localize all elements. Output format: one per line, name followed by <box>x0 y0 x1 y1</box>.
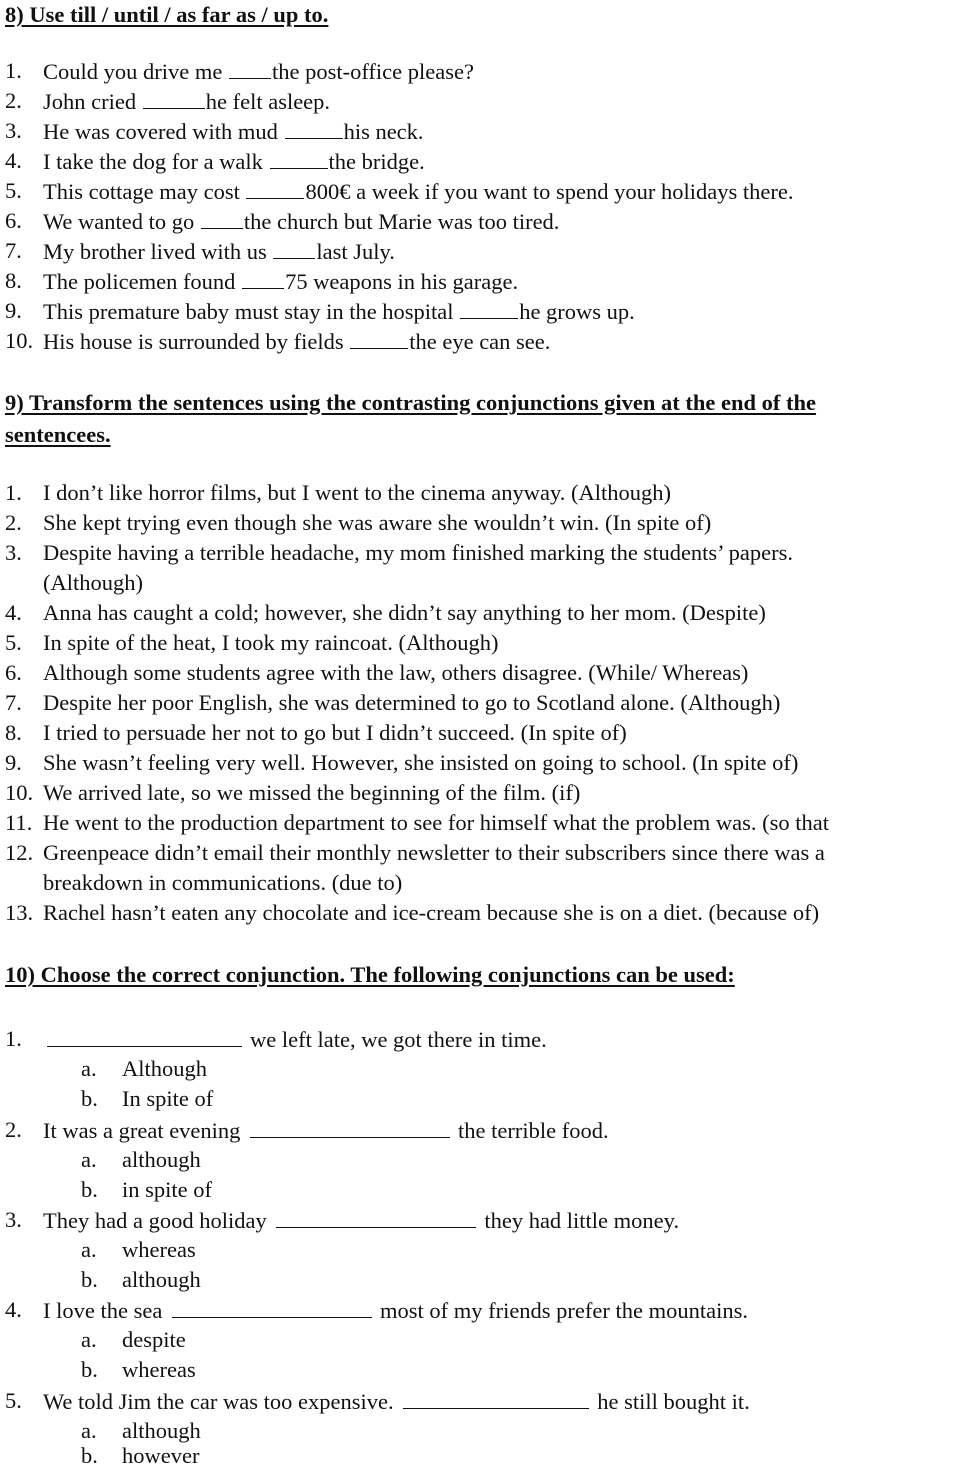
item-text-before: The policemen found <box>43 269 242 294</box>
item-text-after: 800€ a week if you want to spend your holidays there. <box>305 179 794 204</box>
answer-blank[interactable] <box>229 56 271 79</box>
item-number: 9. <box>5 298 22 323</box>
item-number: 3. <box>5 1207 22 1232</box>
question-text-after: we left late, we got there in time. <box>250 1027 547 1052</box>
item-text-before: John cried <box>43 89 142 114</box>
item-number: 5. <box>5 1388 22 1413</box>
option-text: although <box>122 1418 201 1443</box>
item-text: breakdown in communications. (due to) <box>43 870 403 895</box>
item-text-after: 75 weapons in his garage. <box>285 269 519 294</box>
item-text: Anna has caught a cold; however, she didn’t say anything to her mom. (Despite) <box>43 600 766 625</box>
option-letter: a. <box>81 1056 97 1081</box>
answer-blank[interactable] <box>270 146 328 169</box>
item-text-after: his neck. <box>343 119 424 144</box>
item-number: 4. <box>5 1297 22 1322</box>
option-text: despite <box>122 1327 186 1352</box>
item-text-after: the eye can see. <box>409 329 551 354</box>
option-text: whereas <box>122 1237 196 1262</box>
item-number: 7. <box>5 690 22 715</box>
item-text: In spite of the heat, I took my raincoat. (Although) <box>43 630 499 655</box>
item-text: He went to the production department to see for himself what the problem was. (so that <box>43 810 830 835</box>
item-text: I don’t like horror films, but I went to the cinema anyway. (Although) <box>43 480 671 505</box>
option-text: in spite of <box>122 1177 212 1202</box>
item-text-before: I take the dog for a walk <box>43 149 269 174</box>
item-number: 4. <box>5 148 22 173</box>
section-9-heading: 9) Transform the sentences using the contrasting conjunctions given at the end of the <box>5 390 817 415</box>
item-text-before: Could you drive me <box>43 59 228 84</box>
answer-blank[interactable] <box>250 1115 450 1138</box>
section-8-heading: 8) Use till / until / as far as / up to. <box>5 2 329 27</box>
answer-blank[interactable] <box>276 1205 476 1228</box>
section-10-heading: 10) Choose the correct conjunction. The following conjunctions can be used: <box>5 962 735 987</box>
question-text-after: they had little money. <box>484 1208 680 1233</box>
item-text: Although some students agree with the law, others disagree. (While/ Whereas) <box>43 660 749 685</box>
item-text-after: last July. <box>316 239 395 264</box>
item-text: I tried to persuade her not to go but I didn’t succeed. (In spite of) <box>43 720 627 745</box>
answer-blank[interactable] <box>242 266 284 289</box>
question-text-after: he still bought it. <box>597 1389 750 1414</box>
answer-blank[interactable] <box>47 1024 242 1047</box>
item-text: She kept trying even though she was aware she wouldn’t win. (In spite of) <box>43 510 712 535</box>
option-letter: a. <box>81 1237 97 1262</box>
item-text-before: We wanted to go <box>43 209 200 234</box>
item-text: Despite having a terrible headache, my mom finished marking the students’ papers. <box>43 540 793 565</box>
item-text-after: the post-office please? <box>271 59 474 84</box>
answer-blank[interactable] <box>201 206 243 229</box>
item-number: 8. <box>5 720 22 745</box>
option-text: whereas <box>122 1357 196 1382</box>
option-letter: b. <box>81 1177 98 1202</box>
answer-blank[interactable] <box>403 1386 589 1409</box>
question-text-before: I love the sea <box>43 1298 168 1323</box>
answer-blank[interactable] <box>172 1295 372 1318</box>
item-number: 11. <box>5 810 33 835</box>
item-number: 8. <box>5 268 22 293</box>
item-number: 4. <box>5 600 22 625</box>
option-letter: a. <box>81 1418 97 1443</box>
item-number: 2. <box>5 1117 22 1142</box>
option-text: Although <box>122 1056 208 1081</box>
item-text-after: he grows up. <box>519 299 635 324</box>
item-number: 1. <box>5 1026 22 1051</box>
item-text-before: This cottage may cost <box>43 179 246 204</box>
section-9-heading-continued: sentencees. <box>5 422 111 447</box>
question-text-before: It was a great evening <box>43 1118 247 1143</box>
item-number: 2. <box>5 88 22 113</box>
item-number: 13. <box>5 900 34 925</box>
option-text: although <box>122 1267 201 1292</box>
option-letter: b. <box>81 1357 98 1382</box>
question-text-after: most of my friends prefer the mountains. <box>379 1298 748 1323</box>
question-text-before: We told Jim the car was too expensive. <box>43 1389 400 1414</box>
item-number: 7. <box>5 238 22 263</box>
item-number: 10. <box>5 328 34 353</box>
item-number: 12. <box>5 840 34 865</box>
option-letter: a. <box>81 1147 97 1172</box>
item-number: 5. <box>5 178 22 203</box>
item-text-before: His house is surrounded by fields <box>43 329 350 354</box>
item-text-after: the bridge. <box>328 149 425 174</box>
item-text: We arrived late, so we missed the beginning of the film. (if) <box>43 780 581 805</box>
answer-blank[interactable] <box>143 86 205 109</box>
answer-blank[interactable] <box>350 326 408 349</box>
item-number: 1. <box>5 480 22 505</box>
option-letter: b. <box>81 1267 98 1292</box>
item-number: 6. <box>5 660 22 685</box>
answer-blank[interactable] <box>460 296 518 319</box>
question-text-after: the terrible food. <box>458 1118 609 1143</box>
item-text-after: he felt asleep. <box>205 89 331 114</box>
item-number: 1. <box>5 58 22 83</box>
item-number: 3. <box>5 540 22 565</box>
item-text-before: He was covered with mud <box>43 119 284 144</box>
option-letter: a. <box>81 1327 97 1352</box>
item-number: 6. <box>5 208 22 233</box>
option-letter: b. <box>81 1443 98 1468</box>
item-text: Greenpeace didn’t email their monthly newsletter to their subscribers since there was a <box>43 840 825 865</box>
answer-blank[interactable] <box>246 176 304 199</box>
item-text: Rachel hasn’t eaten any chocolate and ice-cream because she is on a diet. (because of) <box>43 900 820 925</box>
item-number: 9. <box>5 750 22 775</box>
answer-blank[interactable] <box>273 236 315 259</box>
item-text-before: My brother lived with us <box>43 239 273 264</box>
item-text-before: This premature baby must stay in the hospital <box>43 299 460 324</box>
item-number: 10. <box>5 780 34 805</box>
option-letter: b. <box>81 1086 98 1111</box>
item-text: (Although) <box>43 570 143 595</box>
item-text-after: the church but Marie was too tired. <box>243 209 560 234</box>
item-number: 5. <box>5 630 22 655</box>
item-number: 3. <box>5 118 22 143</box>
option-text: In spite of <box>122 1086 214 1111</box>
option-text: although <box>122 1147 201 1172</box>
answer-blank[interactable] <box>285 116 343 139</box>
question-text-before: They had a good holiday <box>43 1208 273 1233</box>
item-text: Despite her poor English, she was determined to go to Scotland alone. (Although) <box>43 690 781 715</box>
item-text: She wasn’t feeling very well. However, she insisted on going to school. (In spite of) <box>43 750 799 775</box>
item-number: 2. <box>5 510 22 535</box>
option-text: however <box>122 1443 200 1468</box>
